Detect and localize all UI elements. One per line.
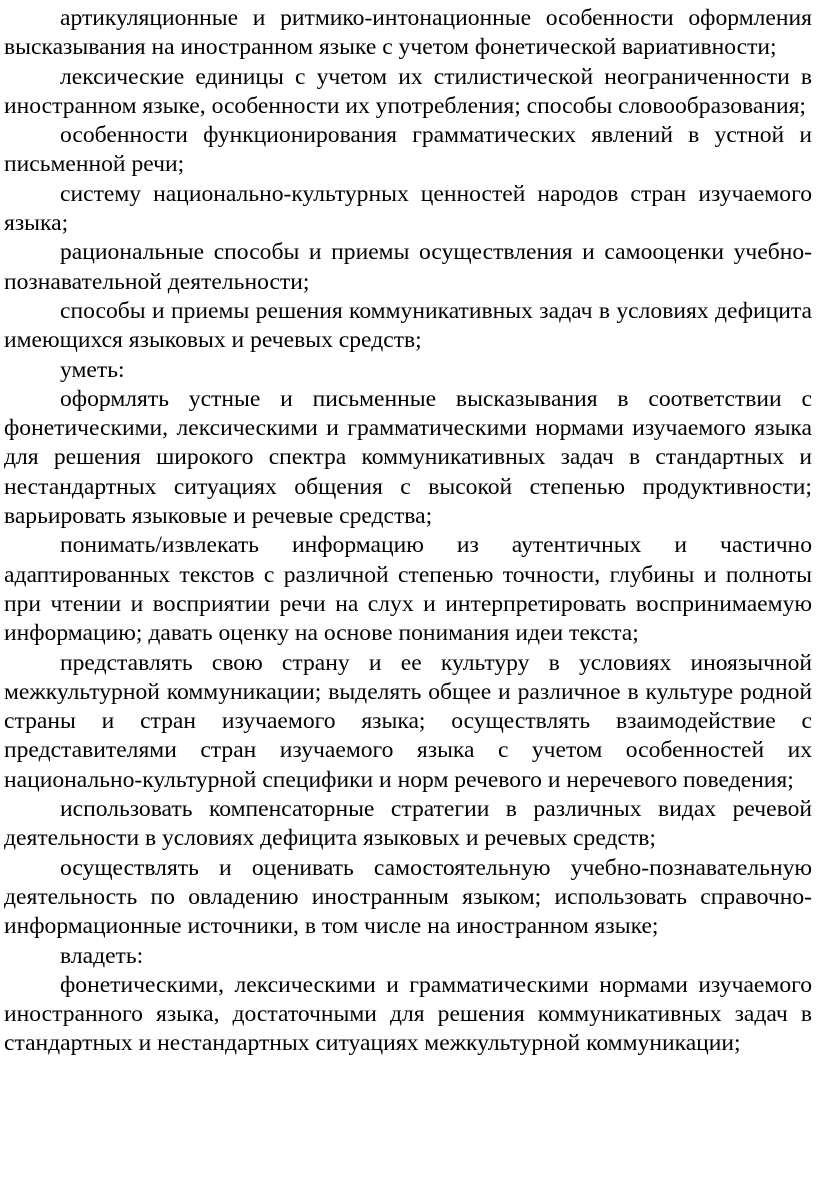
paragraph-cultural-values: систему национально-культурных ценностей народов стран изучаемого языка; <box>4 180 812 237</box>
paragraph-norms: фонетическими, лексическими и грамматическими нормами изучаемого иностранного языка, достаточными для решения коммуникативных задач в стандартных и нестандартных ситуациях межкультурной коммуникации; <box>4 971 812 1057</box>
paragraph-oral-written: оформлять устные и письменные высказывания в соответствии с фонетическими, лексическими и грамматическими нормами изучаемого языка для решения широкого спектра коммуникативных задач в стандартных и нестандартных ситуациях общения с высокой степенью продуктивности; варьировать языковые и речевые средства; <box>4 385 812 530</box>
paragraph-self-study: осуществлять и оценивать самостоятельную учебно-познавательную деятельность по овладению иностранным языком; использовать справочно-информационные источники, в том числе на иностранном языке; <box>4 854 812 940</box>
paragraph-communication-tasks: способы и приемы решения коммуникативных задач в условиях дефицита имеющихся языковых и речевых средств; <box>4 297 812 354</box>
paragraph-grammar: особенности функционирования грамматических явлений в устной и письменной речи; <box>4 122 812 178</box>
paragraph-intercultural: представлять свою страну и ее культуру в условиях иноязычной межкультурной коммуникации; выделять общее и различное в культуре родной страны и стран изучаемого языка; осуществлять взаимодействие с представителями стран изучаемого языка с учетом особенностей их национально-культурной специфики и норм речевого и неречевого поведения; <box>4 649 812 793</box>
paragraph-understanding: понимать/извлекать информацию из аутентичных и частично адаптированных текстов с различной степенью точности, глубины и полноты при чтении и восприятии речи на слух и интерпретировать воспринимаемую информацию; давать оценку на основе понимания идеи текста; <box>4 532 812 647</box>
paragraph-lexical-units: лексические единицы с учетом их стилистической неограниченности в иностранном языке, особенности их употребления; способы словообразования; <box>4 63 812 119</box>
paragraph-articulation: артикуляционные и ритмико-интонационные особенности оформления высказывания на иностранном языке с учетом фонетической вариативности; <box>4 5 812 61</box>
paragraph-learning-methods: рациональные способы и приемы осуществления и самооценки учебно-познавательной деятельности; <box>4 239 812 295</box>
paragraph-compensatory: использовать компенсаторные стратегии в различных видах речевой деятельности в условиях дефицита языковых и речевых средств; <box>4 796 812 852</box>
section-heading-skills: уметь: <box>60 356 125 383</box>
section-heading-mastery: владеть: <box>60 942 144 969</box>
